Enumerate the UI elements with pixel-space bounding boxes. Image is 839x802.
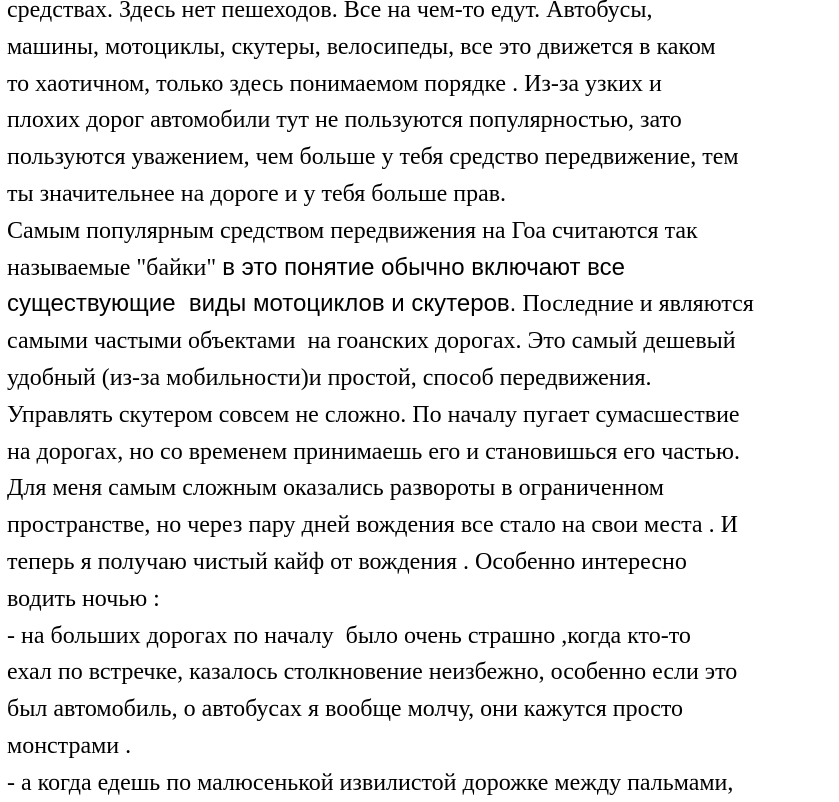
text-line (7, 323, 837, 360)
text-segment: удобный (из-за мобильности)и простой, способ передвижения. (7, 364, 652, 391)
text-segment: монстрами . (7, 732, 132, 759)
text-line (7, 728, 837, 765)
text-segment: то хаотичном, только здесь понимаемом порядке . Из-за узких и (7, 70, 662, 97)
text-line (7, 66, 837, 103)
text-line (7, 470, 837, 507)
text-segment: в это понятие обычно включают все (222, 253, 626, 281)
text-segment: - на больших дорогах по началу было очень страшно ,когда кто-то (7, 622, 691, 649)
text-segment: машины, мотоциклы, скутеры, велосипеды, все это движется в каком (7, 33, 716, 60)
text-line (7, 654, 837, 691)
text-line (7, 176, 837, 213)
text-segment: средствах. Здесь нет пешеходов. Все на чем-то едут. Автобусы, (7, 0, 653, 23)
text-segment: - а когда едешь по малюсенькой извилистой дорожке между пальмами, (7, 769, 734, 796)
text-line (7, 434, 837, 471)
text-segment: Управлять скутером совсем не сложно. По началу пугает сумасшествие (7, 401, 740, 428)
text-segment: существующие виды мотоциклов и скутеров. (7, 290, 517, 318)
text-line (7, 691, 837, 728)
text-segment: самыми частыми объектами на гоанских дорогах. Это самый дешевый (7, 328, 736, 355)
text-segment: пользуются уважением, чем больше у тебя средство передвижение, тем (7, 144, 739, 171)
text-segment: был автомобиль, о автобусах я вообще молчу, они кажутся просто (7, 696, 684, 723)
text-line (7, 581, 837, 618)
text-line (7, 507, 837, 544)
text-line (7, 360, 837, 397)
text-line (7, 102, 837, 139)
text-line (7, 618, 837, 655)
text-segment: ехал по встречке, казалось столкновение неизбежно, особенно если это (7, 659, 738, 686)
text-segment: называемые "байки" (7, 254, 223, 281)
text-segment: на дорогах, но со временем принимаешь его и становишься его частью. (7, 438, 740, 465)
text-segment: Самым популярным средством передвижения на Гоа считаются так (7, 217, 698, 244)
text-segment: Для меня самым сложным оказались развороты в ограниченном (7, 475, 664, 502)
text-line (7, 0, 837, 29)
text-segment: водить ночью : (7, 585, 160, 612)
text-line (7, 29, 837, 66)
text-line (7, 250, 837, 287)
text-segment: теперь я получаю чистый кайф от вождения . Особенно интересно (7, 548, 687, 575)
text-line (7, 286, 837, 323)
text-line (7, 397, 837, 434)
text-segment: Последние и являются (516, 291, 754, 318)
text-segment: ты значительнее на дороге и у тебя больше прав. (7, 180, 507, 207)
text-line (7, 213, 837, 250)
text-segment: плохих дорог автомобили тут не пользуются популярностью, зато (7, 107, 682, 134)
text-segment: пространстве, но через пару дней вождения все стало на свои места . И (7, 512, 738, 539)
text-line (7, 139, 837, 176)
text-line (7, 544, 837, 581)
text-line (7, 765, 837, 802)
